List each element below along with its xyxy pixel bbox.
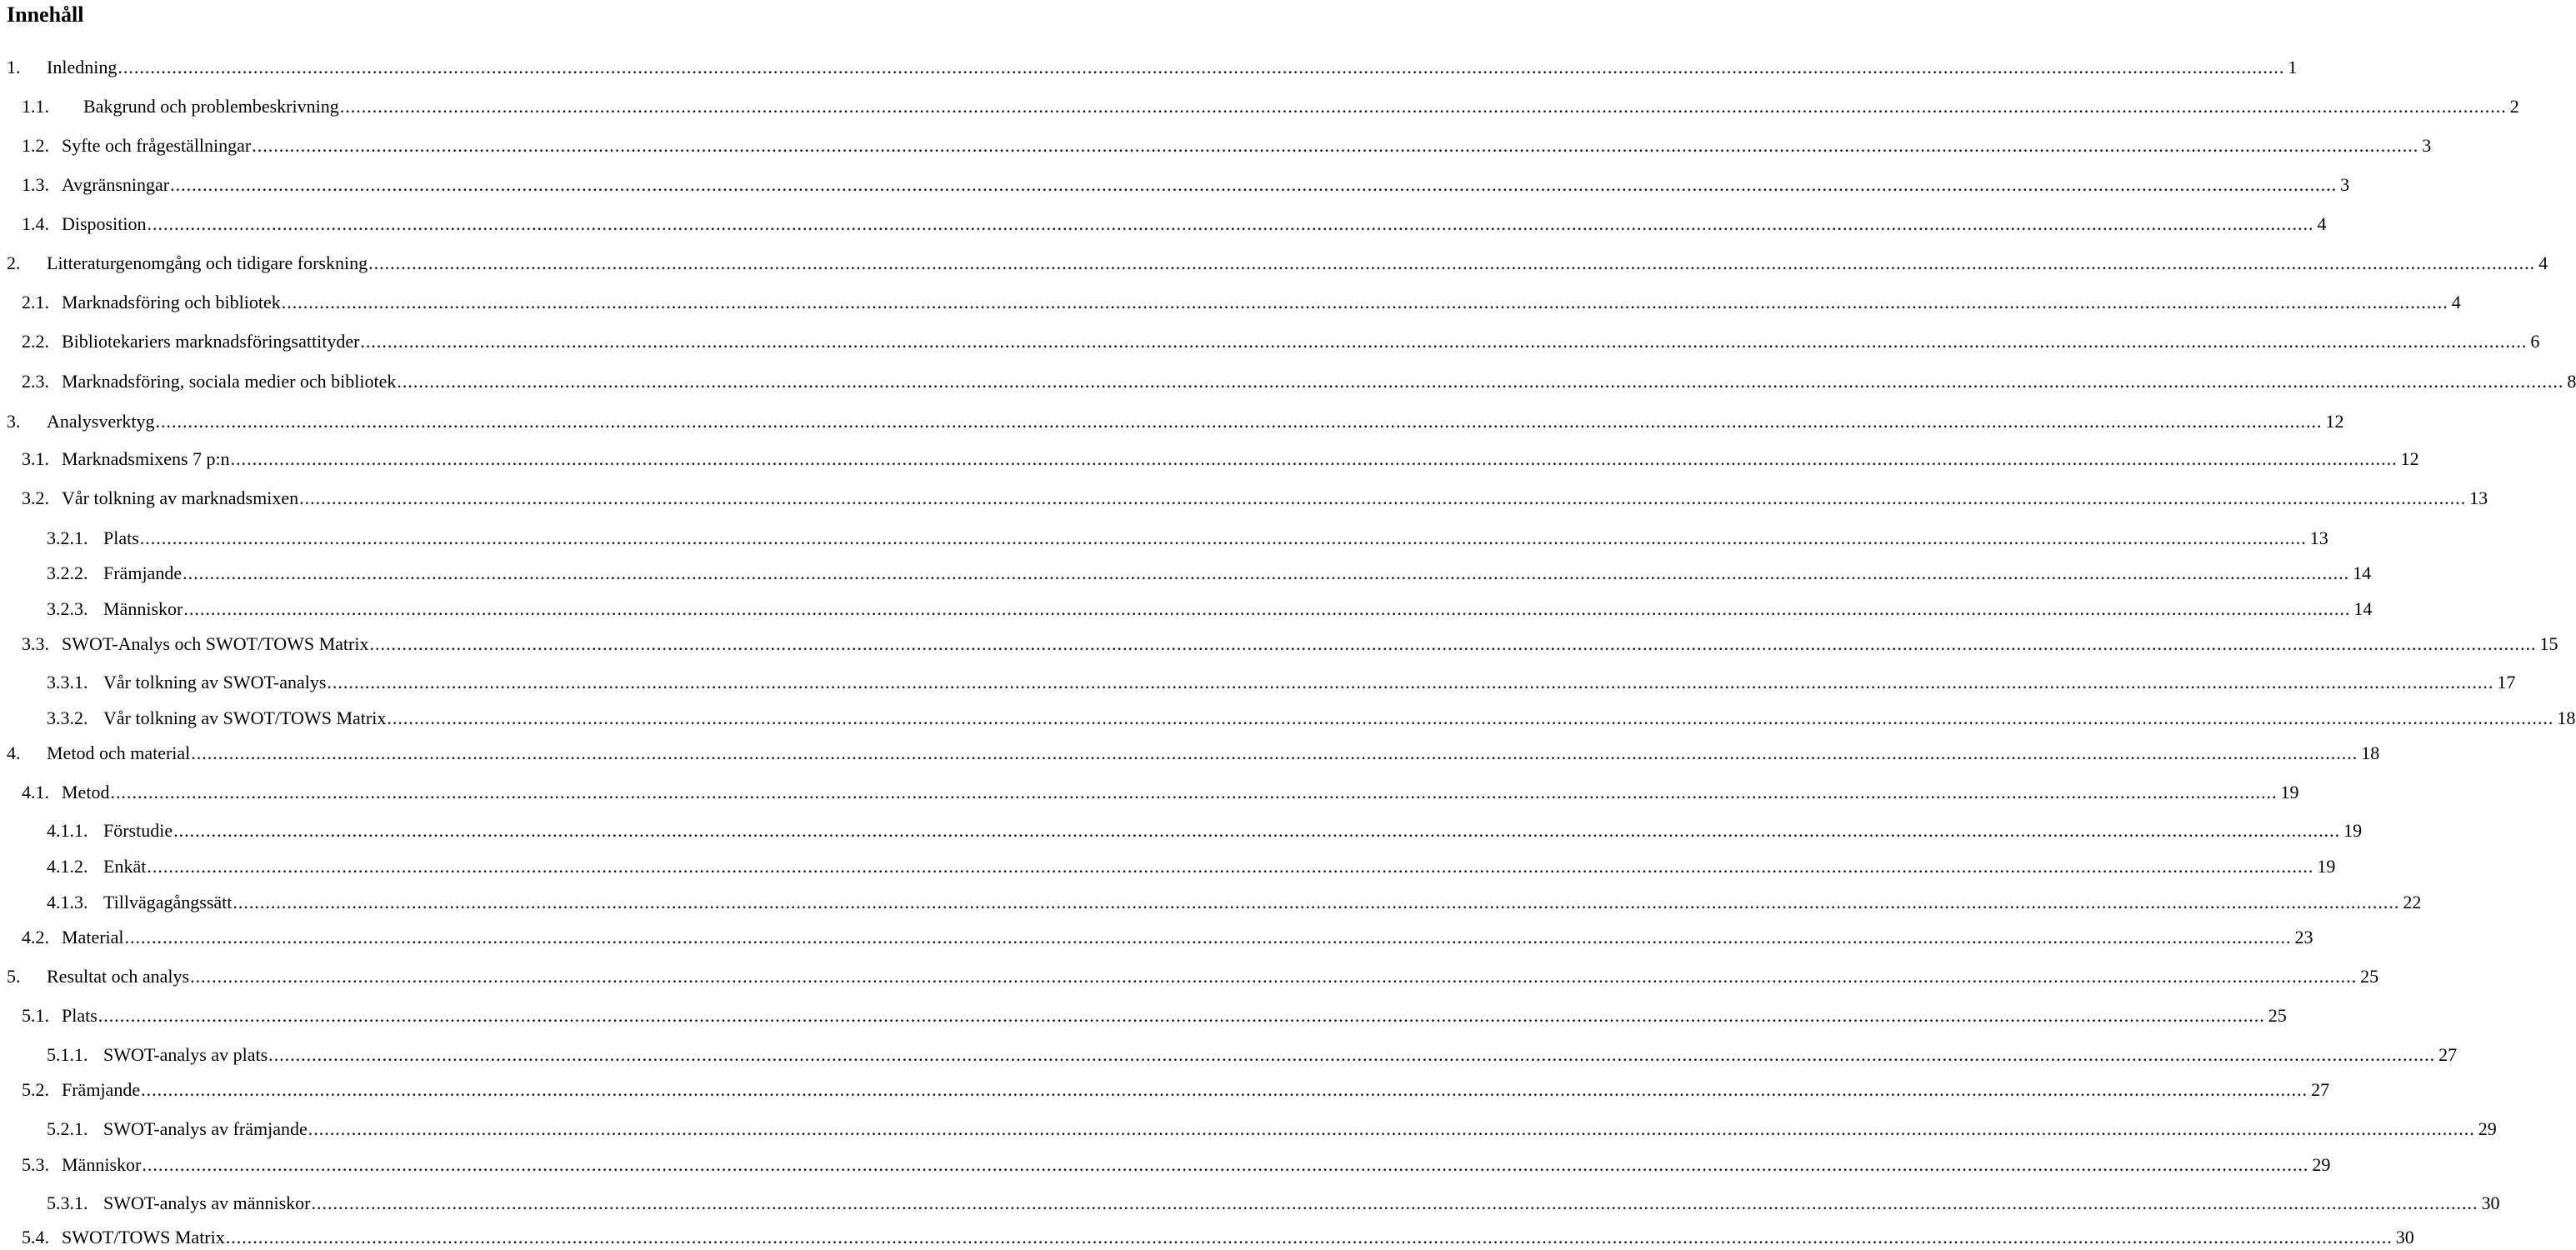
toc-entry-number: 4.1.3. xyxy=(47,892,88,912)
dot-leader: ................................................................................................................................................................................................................................................................................................................................................................................................................ xyxy=(387,708,2554,728)
toc-entry[interactable] xyxy=(7,1191,2500,1216)
dot-leader: ................................................................................................................................................................................................................................................................................................................................................................................................................ xyxy=(183,598,2351,619)
toc-entry-title: Människor xyxy=(103,598,183,619)
toc-entry-title: Resultat och analys xyxy=(47,966,190,987)
toc-entry-number: 2.1. xyxy=(22,292,49,312)
toc-entry-number: 3.3.1. xyxy=(47,672,88,692)
toc-entry-page-number: 30 xyxy=(2395,1227,2414,1248)
dot-leader: ................................................................................................................................................................................................................................................................................................................................................................................................................ xyxy=(225,1227,2393,1248)
toc-entry-page-number: 27 xyxy=(2311,1079,2330,1100)
toc-entry-title: Analysverktyg xyxy=(47,411,155,432)
toc-entry[interactable] xyxy=(7,329,2540,354)
toc-entry[interactable] xyxy=(7,1152,2331,1178)
dot-leader: ................................................................................................................................................................................................................................................................................................................................................................................................................ xyxy=(252,135,2419,156)
toc-entry-number: 4.1. xyxy=(22,782,49,802)
toc-entry-page-number: 19 xyxy=(2343,820,2363,841)
toc-entry-number: 5.2.1. xyxy=(47,1118,88,1139)
toc-entry-number: 3.2.2. xyxy=(47,562,88,583)
toc-entry[interactable] xyxy=(7,964,2379,989)
toc-entry-page-number: 4 xyxy=(2317,213,2327,234)
toc-entry-title: Syfte och frågeställningar xyxy=(62,135,252,156)
toc-entry-number: 2. xyxy=(7,252,21,273)
toc-entry-page-number: 2 xyxy=(2509,96,2519,117)
toc-entry-page-number: 8 xyxy=(2567,371,2576,392)
dot-leader: ................................................................................................................................................................................................................................................................................................................................................................................................................ xyxy=(173,820,2341,841)
dot-leader: ................................................................................................................................................................................................................................................................................................................................................................................................................ xyxy=(183,562,2350,583)
toc-entry-title: Främjande xyxy=(103,562,183,583)
toc-entry[interactable] xyxy=(7,1078,2330,1102)
toc-entry-page-number: 13 xyxy=(2469,488,2488,508)
dot-leader: ................................................................................................................................................................................................................................................................................................................................................................................................................ xyxy=(110,782,2278,802)
toc-entry-page-number: 3 xyxy=(2422,135,2432,156)
dot-leader: ................................................................................................................................................................................................................................................................................................................................................................................................................ xyxy=(124,927,2292,948)
toc-entry-title: Vår tolkning av marknadsmixen xyxy=(62,488,299,508)
toc-entry-number: 3. xyxy=(7,411,21,432)
toc-entry-number: 4. xyxy=(7,742,21,763)
toc-entry[interactable] xyxy=(7,1003,2287,1028)
toc-entry-number: 5.4. xyxy=(22,1227,49,1248)
toc-entry-number: 3.2. xyxy=(22,488,49,508)
toc-entry-page-number: 4 xyxy=(2538,252,2548,273)
dot-leader: ................................................................................................................................................................................................................................................................................................................................................................................................................ xyxy=(308,1118,2475,1139)
dot-leader: ................................................................................................................................................................................................................................................................................................................................................................................................................ xyxy=(118,57,2285,78)
toc-entry-title: SWOT/TOWS Matrix xyxy=(62,1227,225,1248)
dot-leader: ................................................................................................................................................................................................................................................................................................................................................................................................................ xyxy=(147,213,2314,234)
toc-entry-number: 1.4. xyxy=(22,213,49,234)
toc-entry[interactable] xyxy=(7,1225,2414,1250)
toc-entry-title: Människor xyxy=(62,1154,142,1175)
toc-entry-title: Främjande xyxy=(62,1079,141,1100)
toc-entry-title: Vår tolkning av SWOT/TOWS Matrix xyxy=(103,708,387,728)
toc-heading: Innehåll xyxy=(7,2,84,27)
toc-entry-title: Avgränsningar xyxy=(62,174,170,195)
toc-entry-page-number: 19 xyxy=(2280,782,2299,802)
toc-entry-number: 1.2. xyxy=(22,135,49,156)
toc-entry-title: Bakgrund och problembeskrivning xyxy=(83,96,339,117)
toc-entry-number: 5.1.1. xyxy=(47,1044,88,1065)
toc-entry-page-number: 17 xyxy=(2497,672,2516,692)
dot-leader: ................................................................................................................................................................................................................................................................................................................................................................................................................ xyxy=(170,174,2338,195)
toc-entry-title: SWOT-analys av främjande xyxy=(103,1118,308,1139)
toc-entry-number: 2.2. xyxy=(22,331,49,352)
toc-entry-number: 5. xyxy=(7,966,21,987)
toc-entry-page-number: 14 xyxy=(2353,598,2373,619)
toc-entry-number: 5.1. xyxy=(22,1005,49,1026)
toc-entry-number: 4.2. xyxy=(22,927,49,948)
dot-leader: ................................................................................................................................................................................................................................................................................................................................................................................................................ xyxy=(397,371,2564,392)
toc-entry-number: 3.1. xyxy=(22,448,49,469)
dot-leader: ................................................................................................................................................................................................................................................................................................................................................................................................................ xyxy=(98,1005,2265,1026)
toc-entry[interactable] xyxy=(7,780,2299,805)
toc-entry[interactable] xyxy=(7,409,2344,434)
toc-entry[interactable] xyxy=(7,925,2313,950)
toc-entry-number: 1. xyxy=(7,57,21,78)
dot-leader: ................................................................................................................................................................................................................................................................................................................................................................................................................ xyxy=(299,488,2467,508)
toc-entry-title: Disposition xyxy=(62,213,147,234)
toc-entry[interactable] xyxy=(7,55,2298,80)
toc-entry-number: 4.1.2. xyxy=(47,856,88,877)
toc-entry-page-number: 13 xyxy=(2309,528,2328,548)
toc-entry[interactable] xyxy=(7,369,2576,394)
toc-entry-page-number: 25 xyxy=(2360,966,2379,987)
dot-leader: ................................................................................................................................................................................................................................................................................................................................................................................................................ xyxy=(139,528,2307,548)
toc-entry[interactable] xyxy=(7,706,2576,731)
toc-entry-number: 1.1. xyxy=(22,96,49,117)
toc-entry-title: Tillvägagångssätt xyxy=(103,892,233,912)
dot-leader: ................................................................................................................................................................................................................................................................................................................................................................................................................ xyxy=(311,1192,2478,1213)
toc-entry-title: Marknadsföring, sociala medier och bibliotek xyxy=(62,371,397,392)
toc-entry-number: 3.3.2. xyxy=(47,708,88,728)
toc-entry[interactable] xyxy=(7,597,2373,622)
toc-entry-title: Plats xyxy=(103,528,139,548)
toc-entry-page-number: 18 xyxy=(2557,708,2576,728)
dot-leader: ................................................................................................................................................................................................................................................................................................................................................................................................................ xyxy=(368,252,2536,273)
toc-entry-page-number: 19 xyxy=(2317,856,2336,877)
dot-leader: ................................................................................................................................................................................................................................................................................................................................................................................................................ xyxy=(327,672,2494,692)
toc-entry-number: 4.1.1. xyxy=(47,820,88,841)
toc-entry[interactable] xyxy=(7,741,2380,766)
toc-entry-page-number: 14 xyxy=(2353,562,2372,583)
toc-entry-page-number: 6 xyxy=(2530,331,2540,352)
toc-entry[interactable] xyxy=(7,854,2336,879)
toc-entry[interactable] xyxy=(7,670,2516,695)
toc-entry[interactable] xyxy=(7,251,2548,276)
toc-entry-page-number: 22 xyxy=(2403,892,2422,912)
toc-entry[interactable] xyxy=(7,526,2328,551)
toc-entry-page-number: 12 xyxy=(2325,411,2344,432)
toc-entry-title: Marknadsföring och bibliotek xyxy=(62,292,281,312)
dot-leader: ................................................................................................................................................................................................................................................................................................................................................................................................................ xyxy=(191,742,2358,763)
toc-entry[interactable] xyxy=(7,447,2419,472)
dot-leader: ................................................................................................................................................................................................................................................................................................................................................................................................................ xyxy=(141,1079,2308,1100)
dot-leader: ................................................................................................................................................................................................................................................................................................................................................................................................................ xyxy=(230,448,2398,469)
toc-entry-title: Plats xyxy=(62,1005,98,1026)
toc-entry-title: Metod och material xyxy=(47,742,191,763)
toc-entry-title: Marknadsmixens 7 p:n xyxy=(62,448,230,469)
toc-entry[interactable] xyxy=(7,133,2432,158)
toc-entry-page-number: 27 xyxy=(2438,1044,2458,1065)
toc-entry-title: Metod xyxy=(62,782,110,802)
toc-entry-page-number: 15 xyxy=(2539,633,2558,654)
dot-leader: ................................................................................................................................................................................................................................................................................................................................................................................................................ xyxy=(155,411,2323,432)
toc-entry-page-number: 3 xyxy=(2340,174,2350,195)
toc-entry-page-number: 25 xyxy=(2268,1005,2287,1026)
dot-leader: ................................................................................................................................................................................................................................................................................................................................................................................................................ xyxy=(268,1044,2436,1065)
toc-entry[interactable] xyxy=(7,890,2422,915)
toc-entry-page-number: 1 xyxy=(2288,57,2298,78)
toc-entry-page-number: 12 xyxy=(2400,448,2419,469)
toc-entry-number: 2.3. xyxy=(22,371,49,392)
toc-entry-title: Inledning xyxy=(47,57,118,78)
toc-entry-page-number: 18 xyxy=(2361,742,2380,763)
toc-entry[interactable] xyxy=(7,632,2558,657)
dot-leader: ................................................................................................................................................................................................................................................................................................................................................................................................................ xyxy=(190,966,2358,987)
toc-entry[interactable] xyxy=(7,486,2488,511)
toc-entry-page-number: 30 xyxy=(2481,1192,2500,1213)
toc-entry-title: SWOT-analys av människor xyxy=(103,1192,311,1213)
toc-entry[interactable] xyxy=(7,290,2461,315)
toc-entry-title: Bibliotekariers marknadsföringsattityder xyxy=(62,331,360,352)
toc-entry-number: 3.3. xyxy=(22,633,49,654)
toc-entry-page-number: 4 xyxy=(2451,292,2461,312)
toc-entry-title: SWOT-analys av plats xyxy=(103,1044,268,1065)
toc-entry-title: Litteraturgenomgång och tidigare forskning xyxy=(47,252,368,273)
toc-entry[interactable] xyxy=(7,818,2363,843)
toc-entry[interactable] xyxy=(7,1042,2458,1068)
toc-entry-title: Vår tolkning av SWOT-analys xyxy=(103,672,327,692)
dot-leader: ................................................................................................................................................................................................................................................................................................................................................................................................................ xyxy=(281,292,2448,312)
dot-leader: ................................................................................................................................................................................................................................................................................................................................................................................................................ xyxy=(360,331,2528,352)
toc-entry-title: Förstudie xyxy=(103,820,173,841)
toc-entry[interactable] xyxy=(7,94,2519,119)
toc-entry-page-number: 29 xyxy=(2312,1154,2331,1175)
toc-entry-page-number: 23 xyxy=(2294,927,2313,948)
toc-entry[interactable] xyxy=(7,561,2372,586)
toc-entry[interactable] xyxy=(7,212,2327,237)
toc-entry-number: 1.3. xyxy=(22,174,49,195)
dot-leader: ................................................................................................................................................................................................................................................................................................................................................................................................................ xyxy=(142,1154,2309,1175)
toc-entry-title: Material xyxy=(62,927,124,948)
dot-leader: ................................................................................................................................................................................................................................................................................................................................................................................................................ xyxy=(147,856,2314,877)
toc-entry-number: 5.2. xyxy=(22,1079,49,1100)
toc-entry-number: 3.2.3. xyxy=(47,598,88,619)
toc-entry-number: 3.2.1. xyxy=(47,528,88,548)
dot-leader: ................................................................................................................................................................................................................................................................................................................................................................................................................ xyxy=(339,96,2507,117)
toc-entry[interactable] xyxy=(7,172,2350,198)
toc-entry-number: 5.3. xyxy=(22,1154,49,1175)
dot-leader: ................................................................................................................................................................................................................................................................................................................................................................................................................ xyxy=(233,892,2400,912)
toc-entry-number: 5.3.1. xyxy=(47,1192,88,1213)
toc-entry-title: Enkät xyxy=(103,856,147,877)
toc-entry[interactable] xyxy=(7,1117,2497,1142)
dot-leader: ................................................................................................................................................................................................................................................................................................................................................................................................................ xyxy=(369,633,2537,654)
toc-entry-title: SWOT-Analys och SWOT/TOWS Matrix xyxy=(62,633,369,654)
toc-entry-page-number: 29 xyxy=(2478,1118,2497,1139)
